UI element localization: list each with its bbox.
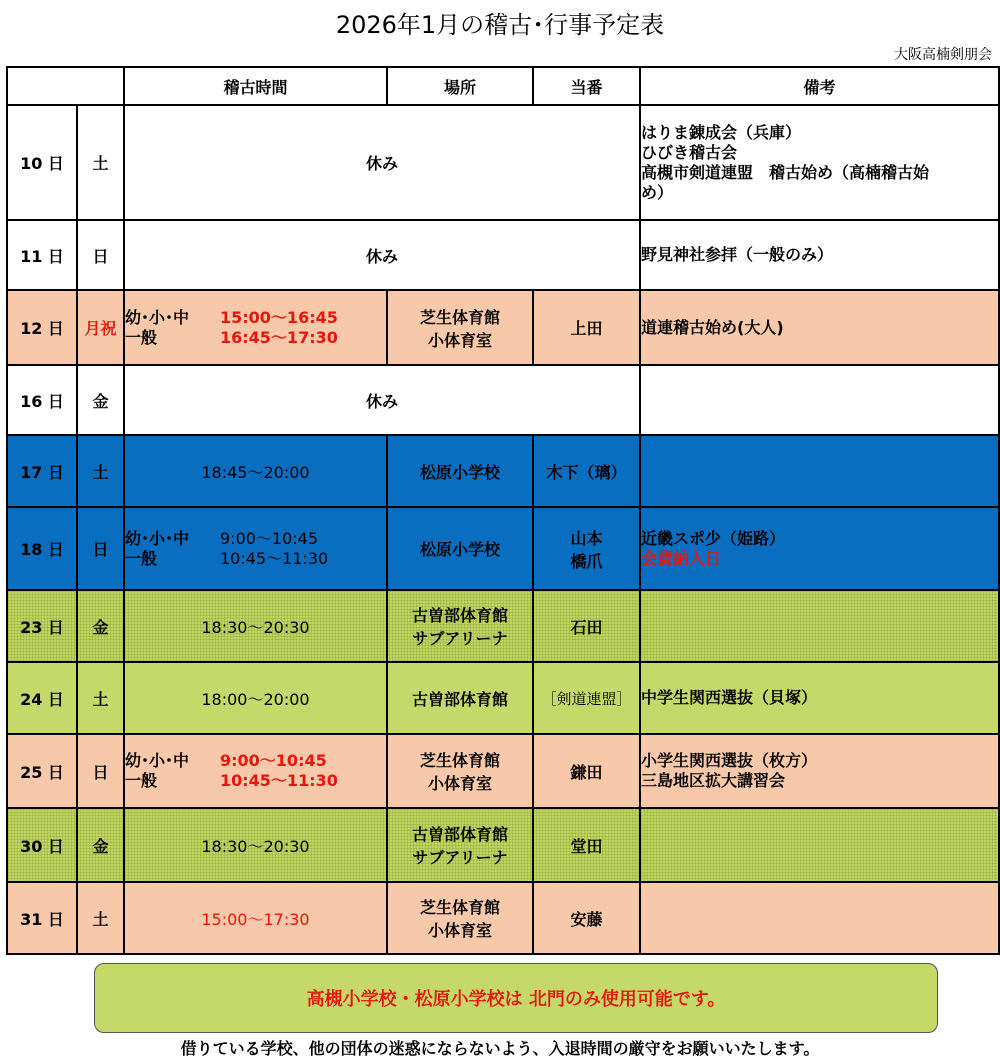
row-time: 18:45～20:00 xyxy=(124,435,387,507)
time-range: 10:45～11:30 xyxy=(220,771,338,790)
row-duty xyxy=(533,507,640,590)
place-line: 芝生体育館 xyxy=(419,751,500,770)
time-label: 一般 xyxy=(125,548,158,568)
row-dow: 日 xyxy=(77,507,124,590)
place-line: サブアリーナ xyxy=(412,629,508,648)
header-notes: 備考 xyxy=(640,67,999,105)
row-duty: 石田 xyxy=(533,590,640,662)
row-times xyxy=(124,734,387,808)
row-dow: 金 xyxy=(77,808,124,882)
table-row xyxy=(7,507,999,590)
row-dow: 土 xyxy=(77,105,124,220)
row-notes xyxy=(640,220,999,290)
time-range: 15:00～16:45 xyxy=(220,307,338,327)
note-line: 小学生関西選抜（枚方） xyxy=(641,751,818,770)
place-line: 小体育室 xyxy=(427,774,492,793)
time-range: 10:45～11:30 xyxy=(220,548,329,568)
row-notes xyxy=(640,882,999,954)
row-day: 25 日 xyxy=(7,734,77,808)
row-duty: 安藤 xyxy=(533,882,640,954)
row-notes xyxy=(640,507,999,590)
row-time: 15:00～17:30 xyxy=(124,882,387,954)
row-day: 30 日 xyxy=(7,808,77,882)
row-day: 11 日 xyxy=(7,220,77,290)
row-day: 16 日 xyxy=(7,365,77,435)
row-dow: 土 xyxy=(77,882,124,954)
row-notes xyxy=(640,290,999,365)
time-range: 16:45～17:30 xyxy=(220,327,338,347)
row-day: 24 日 xyxy=(7,662,77,734)
header-place: 場所 xyxy=(387,67,533,105)
row-duty: 堂田 xyxy=(533,808,640,882)
table-row xyxy=(7,808,999,882)
row-notes xyxy=(640,734,999,808)
row-day: 10 日 xyxy=(7,105,77,220)
header-time: 稽古時間 xyxy=(124,67,387,105)
table-row xyxy=(7,365,999,435)
row-dow: 土 xyxy=(77,662,124,734)
note-line: ひびき稽古会 xyxy=(641,142,738,162)
row-day: 31 日 xyxy=(7,882,77,954)
header-duty: 当番 xyxy=(533,67,640,105)
duty-line: 山本 xyxy=(570,528,603,548)
place-line: 芝生体育館 xyxy=(419,898,500,917)
row-place: 松原小学校 xyxy=(387,507,533,590)
header-date xyxy=(7,67,124,105)
row-place xyxy=(387,882,533,954)
note-line: 野見神社参拝（一般のみ） xyxy=(641,245,834,264)
time-label: 一般 xyxy=(125,327,158,347)
row-duty: 上田 xyxy=(533,290,640,365)
place-line: 小体育室 xyxy=(427,330,492,350)
row-rest: 休み xyxy=(124,220,640,290)
note-line: 近畿スポ少（姫路） xyxy=(641,528,786,548)
row-place: 松原小学校 xyxy=(387,435,533,507)
row-day: 18 日 xyxy=(7,507,77,590)
table-row xyxy=(7,590,999,662)
row-place xyxy=(387,290,533,365)
note-line: はりま錬成会（兵庫） xyxy=(641,122,802,142)
row-time: 18:30～20:30 xyxy=(124,590,387,662)
organization-name: 大阪高楠剣朋会 xyxy=(894,47,992,63)
notice-box xyxy=(94,963,938,1033)
row-dow: 金 xyxy=(77,590,124,662)
row-notes xyxy=(640,590,999,662)
table-row xyxy=(7,734,999,808)
time-label: 一般 xyxy=(125,771,158,790)
place-line: 古曽部体育館 xyxy=(411,825,508,844)
row-day: 23 日 xyxy=(7,590,77,662)
table-row xyxy=(7,435,999,507)
row-dow: 金 xyxy=(77,365,124,435)
table-row xyxy=(7,662,999,734)
place-line: 小体育室 xyxy=(427,921,492,940)
row-notes xyxy=(640,105,999,220)
row-day: 12 日 xyxy=(7,290,77,365)
time-range: 9:00～10:45 xyxy=(220,528,319,548)
page-title: 2026年1月の稽古･行事予定表 xyxy=(335,11,665,39)
row-place xyxy=(387,808,533,882)
row-rest: 休み xyxy=(124,365,640,435)
duty-line: 橋爪 xyxy=(570,551,603,571)
row-dow: 日 xyxy=(77,734,124,808)
notice-text: 高槻小学校・松原小学校は 北門のみ使用可能です。 xyxy=(306,989,726,1010)
row-time: 18:00～20:00 xyxy=(124,662,387,734)
row-notes xyxy=(640,662,999,734)
row-rest: 休み xyxy=(124,105,640,220)
place-line: サブアリーナ xyxy=(412,848,508,867)
place-line: 芝生体育館 xyxy=(419,307,500,327)
row-duty: 木下（璃） xyxy=(533,435,640,507)
note-line: 中学生関西選抜（貝塚） xyxy=(641,688,818,707)
row-times xyxy=(124,507,387,590)
schedule-table xyxy=(6,66,1000,955)
row-dow: 日 xyxy=(77,220,124,290)
note-line-red: 会費納入日 xyxy=(641,548,722,568)
row-dow: 土 xyxy=(77,435,124,507)
table-row xyxy=(7,220,999,290)
note-line: 三島地区拡大講習会 xyxy=(641,771,786,790)
time-label: 幼･小･中 xyxy=(125,751,190,770)
header-row xyxy=(7,67,999,105)
row-notes xyxy=(640,435,999,507)
row-notes xyxy=(640,365,999,435)
row-duty: ［剣道連盟］ xyxy=(533,662,640,734)
table-row xyxy=(7,882,999,954)
row-times xyxy=(124,290,387,365)
place-line: 古曽部体育館 xyxy=(411,606,508,625)
table-row xyxy=(7,290,999,365)
row-duty: 鎌田 xyxy=(533,734,640,808)
note-line: 高槻市剣道連盟 稽古始め（高楠稽古始 xyxy=(641,162,930,182)
footer-note: 借りている学校、他の団体の迷惑にならないよう、入退時間の厳守をお願いいたします。 xyxy=(180,1039,820,1058)
row-notes xyxy=(640,808,999,882)
row-place xyxy=(387,734,533,808)
row-place xyxy=(387,590,533,662)
row-time: 18:30～20:30 xyxy=(124,808,387,882)
row-place: 古曽部体育館 xyxy=(387,662,533,734)
time-label: 幼･小･中 xyxy=(125,528,190,548)
time-label: 幼･小･中 xyxy=(125,307,190,327)
table-row xyxy=(7,105,999,220)
note-line: め） xyxy=(641,182,674,202)
note-line: 道連稽古始め(大人) xyxy=(641,317,784,337)
row-day: 17 日 xyxy=(7,435,77,507)
row-dow: 月祝 xyxy=(77,290,124,365)
time-range: 9:00～10:45 xyxy=(220,751,327,770)
